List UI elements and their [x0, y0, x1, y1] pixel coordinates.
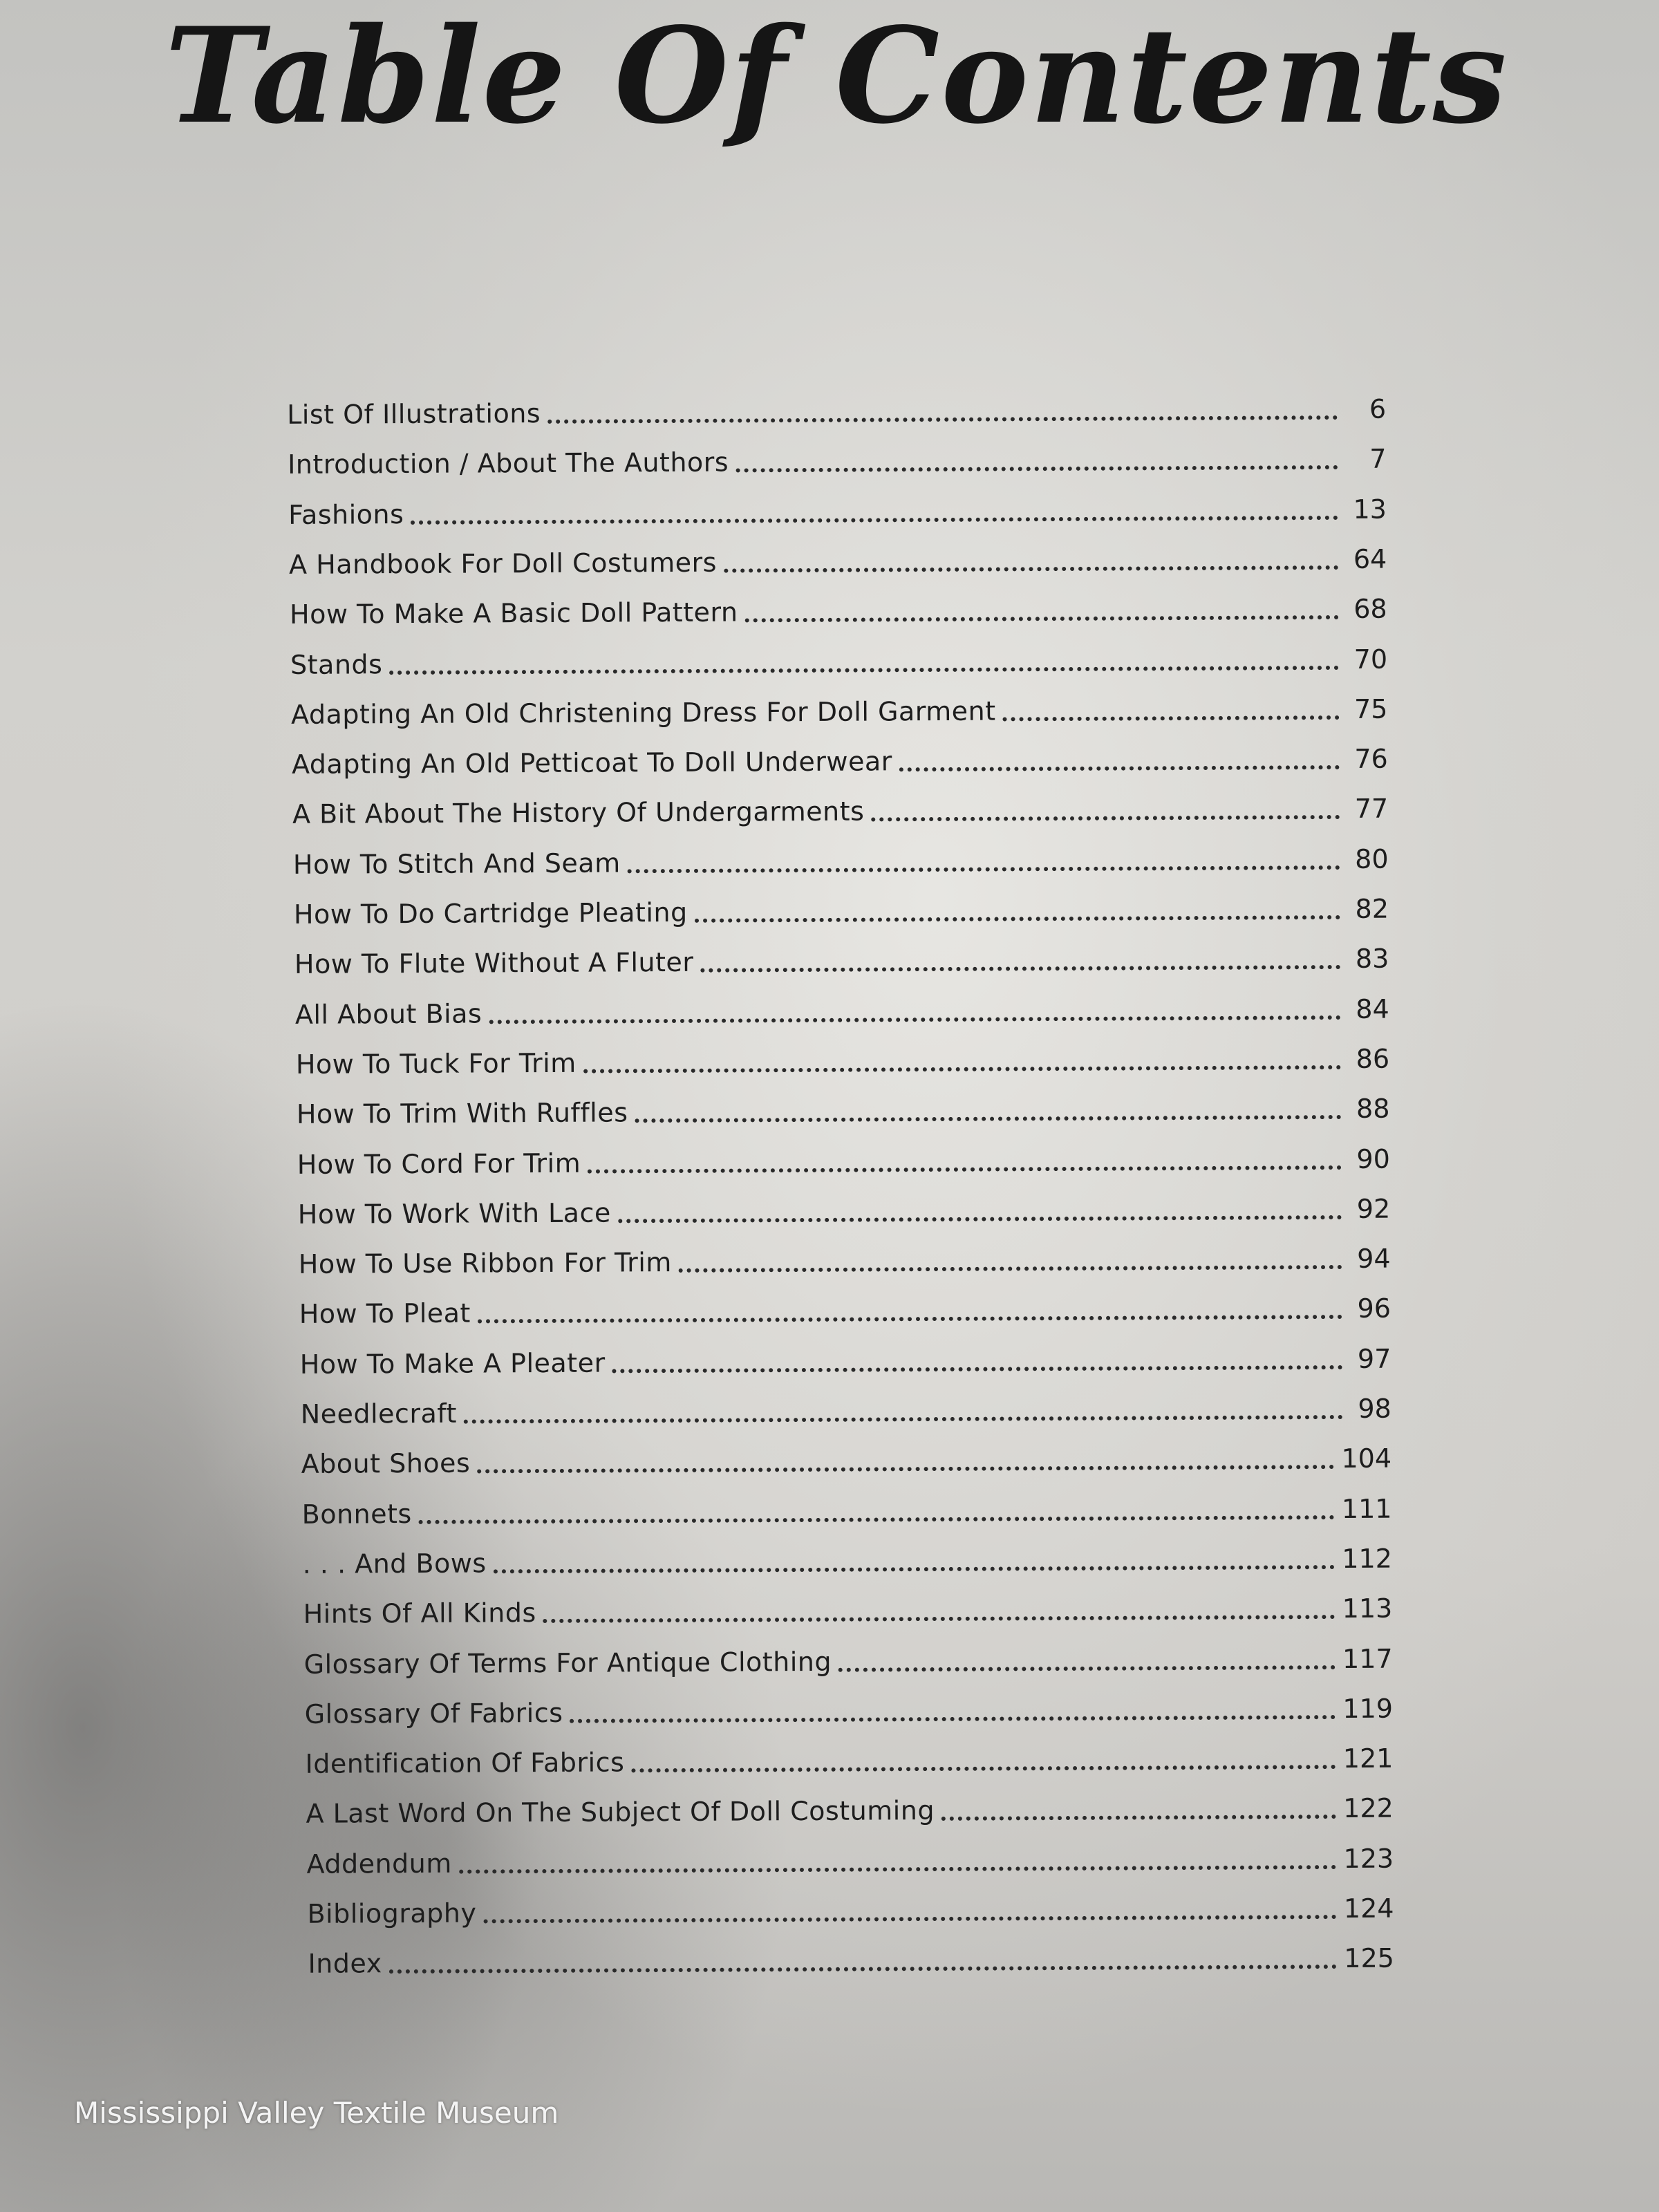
dot-leader — [494, 1565, 1335, 1573]
toc-entry-page-number: 123 — [1343, 1843, 1394, 1874]
toc-entry — [305, 1734, 1393, 1781]
toc-entry — [297, 1085, 1390, 1132]
dot-leader — [871, 815, 1340, 822]
toc-entry — [294, 885, 1389, 932]
dot-leader — [459, 1865, 1337, 1874]
toc-entry-page-number: 80 — [1355, 843, 1389, 874]
dot-leader — [612, 1365, 1343, 1374]
dot-leader — [464, 1415, 1343, 1424]
dot-leader — [411, 516, 1338, 525]
dot-leader — [899, 765, 1340, 771]
toc-entry — [300, 1334, 1391, 1381]
toc-entry-page-number: 94 — [1357, 1243, 1391, 1274]
toc-entry-title: How To Cord For Trim — [297, 1147, 581, 1180]
toc-entry — [290, 635, 1387, 682]
toc-entry-page-number: 13 — [1353, 494, 1387, 525]
toc-entry-title: About Shoes — [301, 1447, 471, 1480]
toc-entry — [295, 984, 1389, 1031]
dot-leader — [1003, 715, 1340, 722]
toc-entry-title: Adapting An Old Christening Dress For Doll Garment — [290, 695, 996, 730]
toc-entry-page-number: 124 — [1343, 1893, 1394, 1924]
dot-leader — [735, 465, 1338, 473]
toc-entry — [303, 1634, 1392, 1681]
toc-entry-page-number: 64 — [1353, 543, 1387, 574]
toc-entry-title: How To Flute Without A Fluter — [294, 947, 694, 980]
dot-leader — [941, 1815, 1336, 1821]
toc-entry — [301, 1385, 1391, 1432]
toc-entry-title: Hints Of All Kinds — [303, 1597, 536, 1630]
toc-entry-page-number: 104 — [1341, 1443, 1392, 1474]
toc-entry-page-number: 83 — [1355, 943, 1389, 975]
toc-entry-title: How To Stitch And Seam — [292, 847, 621, 880]
toc-entry — [303, 1584, 1392, 1631]
toc-entry-page-number: 7 — [1369, 443, 1387, 475]
dot-leader — [543, 1615, 1335, 1623]
dot-leader — [419, 1515, 1335, 1524]
dot-leader — [483, 1915, 1337, 1923]
toc-entry-page-number: 98 — [1358, 1393, 1391, 1424]
toc-entry — [299, 1235, 1391, 1282]
toc-entry-title: Introduction / About The Authors — [288, 447, 729, 480]
dot-leader — [583, 1065, 1341, 1074]
toc-entry-title: A Handbook For Doll Costumers — [289, 547, 718, 580]
toc-entry-title: How To Use Ribbon For Trim — [298, 1247, 672, 1280]
toc-entry — [288, 435, 1387, 482]
toc-entry — [302, 1484, 1392, 1531]
toc-entry-title: Adapting An Old Petticoat To Doll Underwear — [291, 746, 892, 780]
toc-entry-title: Stands — [290, 648, 383, 680]
dot-leader — [547, 415, 1338, 424]
toc-entry-title: How To Make A Pleater — [299, 1347, 606, 1380]
toc-entry — [288, 485, 1387, 532]
toc-entry — [291, 684, 1388, 731]
toc-entry-page-number: 121 — [1342, 1743, 1394, 1774]
toc-entry — [297, 1134, 1390, 1181]
toc-entry-page-number: 88 — [1356, 1093, 1390, 1125]
dot-leader — [700, 965, 1340, 973]
toc-entry — [299, 1284, 1391, 1331]
dot-leader — [389, 1965, 1338, 1974]
toc-entry-title: How To Work With Lace — [297, 1197, 611, 1230]
toc-entry — [307, 1884, 1394, 1931]
dot-leader — [570, 1715, 1336, 1723]
toc-entry-page-number: 82 — [1355, 893, 1389, 924]
toc-entry-title: How To Do Cartridge Pleating — [293, 897, 688, 930]
toc-entry-page-number: 122 — [1343, 1792, 1394, 1824]
toc-entry — [306, 1784, 1393, 1831]
toc-entry-title: . . . And Bows — [302, 1548, 487, 1580]
toc-entry-page-number: 112 — [1342, 1543, 1392, 1574]
dot-leader — [588, 1165, 1342, 1173]
toc-entry — [296, 1034, 1389, 1081]
dot-leader — [679, 1265, 1342, 1273]
toc-entry — [290, 585, 1387, 632]
toc-entry-title: How To Pleat — [299, 1297, 471, 1330]
toc-entry-page-number: 6 — [1369, 393, 1387, 424]
toc-entry-title: List Of Illustrations — [287, 397, 541, 430]
toc-entry-page-number: 84 — [1356, 993, 1389, 1024]
toc-entry-page-number: 70 — [1353, 644, 1388, 675]
dot-leader — [635, 1115, 1342, 1123]
toc-entry-title: Index — [308, 1948, 382, 1980]
toc-entry-title: How To Trim With Ruffles — [296, 1097, 628, 1130]
toc-entry-page-number: 119 — [1342, 1693, 1394, 1724]
toc-entry-page-number: 117 — [1342, 1643, 1393, 1674]
toc-entry — [301, 1434, 1392, 1481]
toc-entry-page-number: 90 — [1356, 1143, 1390, 1174]
toc-entry-title: Glossary Of Terms For Antique Clothing — [303, 1646, 832, 1680]
toc-entry-page-number: 77 — [1354, 793, 1389, 825]
toc-entry-page-number: 111 — [1341, 1493, 1392, 1524]
toc-entry-title: Identification Of Fabrics — [305, 1747, 625, 1779]
dot-leader — [477, 1465, 1334, 1473]
dot-leader — [631, 1765, 1336, 1772]
toc-entry-page-number: 68 — [1353, 593, 1387, 625]
toc-entry — [293, 834, 1389, 881]
dot-leader — [478, 1315, 1342, 1324]
toc-entry-page-number: 113 — [1342, 1593, 1393, 1624]
dot-leader — [628, 865, 1340, 873]
toc-entry-title: Needlecraft — [300, 1398, 458, 1430]
toc-entry — [292, 785, 1388, 832]
dot-leader — [389, 665, 1339, 674]
toc-entry-title: Bonnets — [301, 1498, 412, 1530]
dot-leader — [724, 565, 1338, 573]
toc-entry-title: Bibliography — [307, 1897, 477, 1929]
toc-entry-page-number: 97 — [1357, 1343, 1391, 1374]
toc-entry-page-number: 96 — [1357, 1293, 1391, 1324]
toc-entry — [292, 735, 1388, 782]
toc-entry-page-number: 75 — [1353, 693, 1388, 724]
dot-leader — [695, 915, 1340, 923]
toc-entry-page-number: 125 — [1344, 1942, 1394, 1974]
dot-leader — [489, 1015, 1340, 1024]
toc-entry-page-number: 92 — [1356, 1193, 1391, 1224]
dot-leader — [838, 1665, 1335, 1672]
toc-entry-page-number: 86 — [1356, 1043, 1390, 1074]
toc-entry-title: How To Make A Basic Doll Pattern — [289, 597, 738, 630]
toc-entry-title: Fashions — [288, 498, 404, 530]
toc-entry-title: Glossary Of Fabrics — [304, 1697, 563, 1730]
dot-leader — [618, 1215, 1342, 1223]
toc-entry — [294, 935, 1389, 982]
toc-entry — [298, 1184, 1391, 1231]
table-of-contents — [0, 384, 1659, 1980]
dot-leader — [745, 615, 1339, 622]
toc-entry-page-number: 76 — [1354, 743, 1388, 774]
toc-entry — [303, 1534, 1392, 1581]
toc-entry-title: A Last Word On The Subject Of Doll Costuming — [306, 1795, 935, 1830]
toc-entry — [304, 1684, 1393, 1731]
toc-entry-title: Addendum — [306, 1848, 452, 1880]
toc-entry-title: A Bit About The History Of Undergarments — [292, 796, 865, 830]
toc-entry — [287, 385, 1386, 432]
toc-entry-title: All About Bias — [294, 998, 482, 1030]
page-title: Table Of Contents — [165, 0, 1508, 153]
toc-entry — [289, 534, 1387, 581]
watermark: Mississippi Valley Textile Museum — [74, 2096, 559, 2130]
toc-entry — [306, 1834, 1394, 1881]
toc-entry-title: How To Tuck For Trim — [295, 1047, 577, 1080]
toc-entry — [308, 1934, 1394, 1981]
